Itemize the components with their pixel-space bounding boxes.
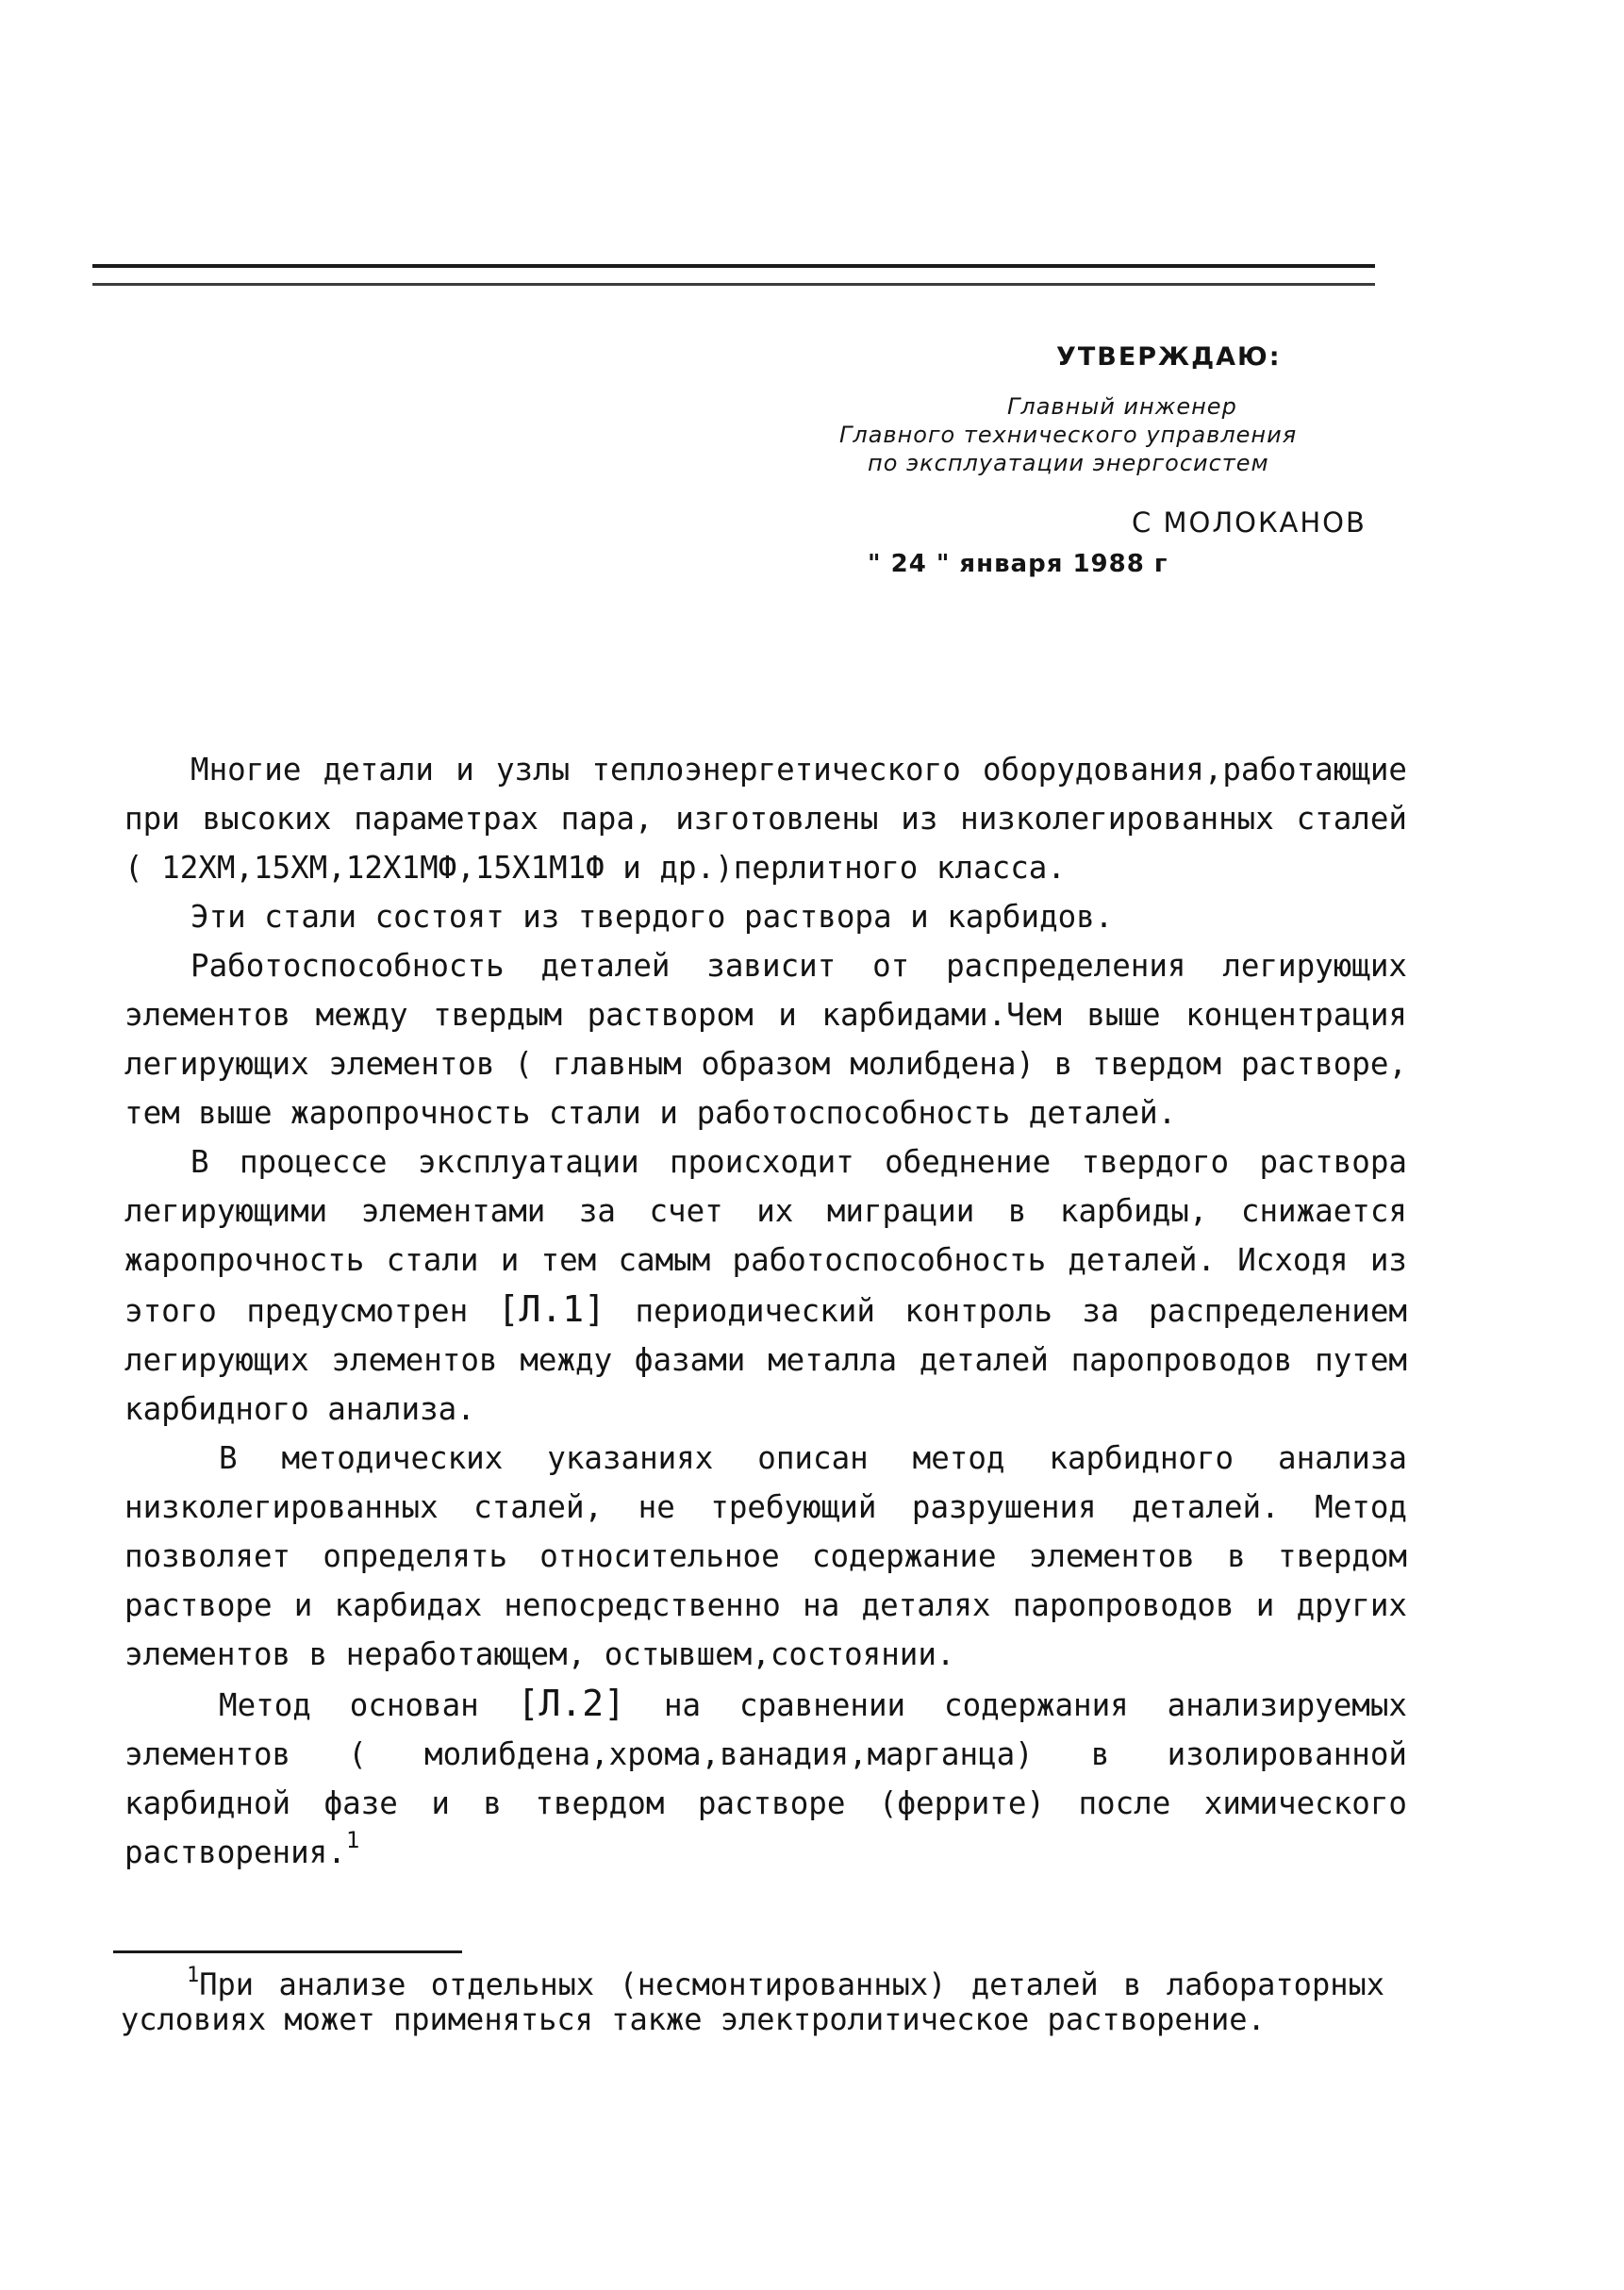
paragraph-6: [124, 1679, 1407, 1880]
approver-position-line-3: по эксплуатации энергосистем: [868, 450, 1269, 476]
paragraph-4: [124, 1137, 1407, 1434]
paragraph-2: Эти стали состоят из твердого раствора и карбидов.: [191, 899, 1114, 935]
paragraph-1: Многие детали и узлы теплоэнергетического оборудования,работающие при высоких параметрах пара, изготовлены из низколегированных сталей ( 12ХМ,15ХМ,12Х1МФ,15Х1М1Ф и др.)перлитного класса.: [124, 752, 1407, 886]
paragraph-4-text-end: периодический контроль за распределением легирующих элементов между фазами металла деталей паропроводов путем карбидного анализа.: [124, 1293, 1407, 1427]
paragraph-6-text-end: на сравнении содержания анализируемых элементов ( молибдена,хрома,ванадия,марганца) в изолированной карбидной фазе и в твердом растворе (феррите) после химического растворения.: [124, 1687, 1407, 1870]
footnote-mark: 1: [187, 1964, 200, 1987]
footnote: [121, 1964, 1384, 2037]
reference-l1: [Л.1]: [497, 1288, 606, 1330]
reference-l2: [Л.2]: [517, 1683, 626, 1724]
paragraph-3: Работоспособность деталей зависит от распределения легирующих элементов между твердым раствором и карбидами.Чем выше концентрация легирующих элементов ( главным образом молибдена) в твердом растворе, тем выше жаропрочность стали и работоспособность деталей.: [124, 948, 1407, 1131]
document-body: [124, 745, 1407, 1880]
header-rule-secondary: [92, 283, 1375, 286]
approver-position-line-2: Главного технического управления: [839, 422, 1298, 448]
paragraph-4-text-start: В процессе эксплуатации происходит обеднение твердого раствора легирующими элементами за счет их миграции в карбиды, снижается жаропрочность стали и тем самым работоспособность деталей. Исходя из этого предусмотрен: [124, 1144, 1407, 1329]
paragraph-5: В методических указаниях описан метод карбидного анализа низколегированных сталей, не требующий разрушения деталей. Метод позволяет определять относительное содержание элементов в твердом растворе и карбидах непосредственно на деталях паропроводов и других элементов в неработающем, остывшем,состоянии.: [124, 1440, 1407, 1672]
footnote-reference-mark: 1: [345, 1827, 360, 1853]
paragraph-6-text-start: Метод основан: [219, 1687, 518, 1723]
approver-position-line-1: Главный инженер: [1007, 393, 1237, 420]
footnote-separator: [113, 1950, 462, 1953]
header-rule: [92, 264, 1375, 268]
approval-heading: УТВЕРЖДАЮ:: [1056, 342, 1282, 372]
approval-date: " 24 " января 1988 г: [868, 550, 1168, 578]
footnote-text: При анализе отдельных (несмонтированных) деталей в лабораторных условиях может применяться также электролитическое растворение.: [121, 1966, 1384, 2037]
approver-name: С МОЛОКАНОВ: [1132, 506, 1367, 539]
